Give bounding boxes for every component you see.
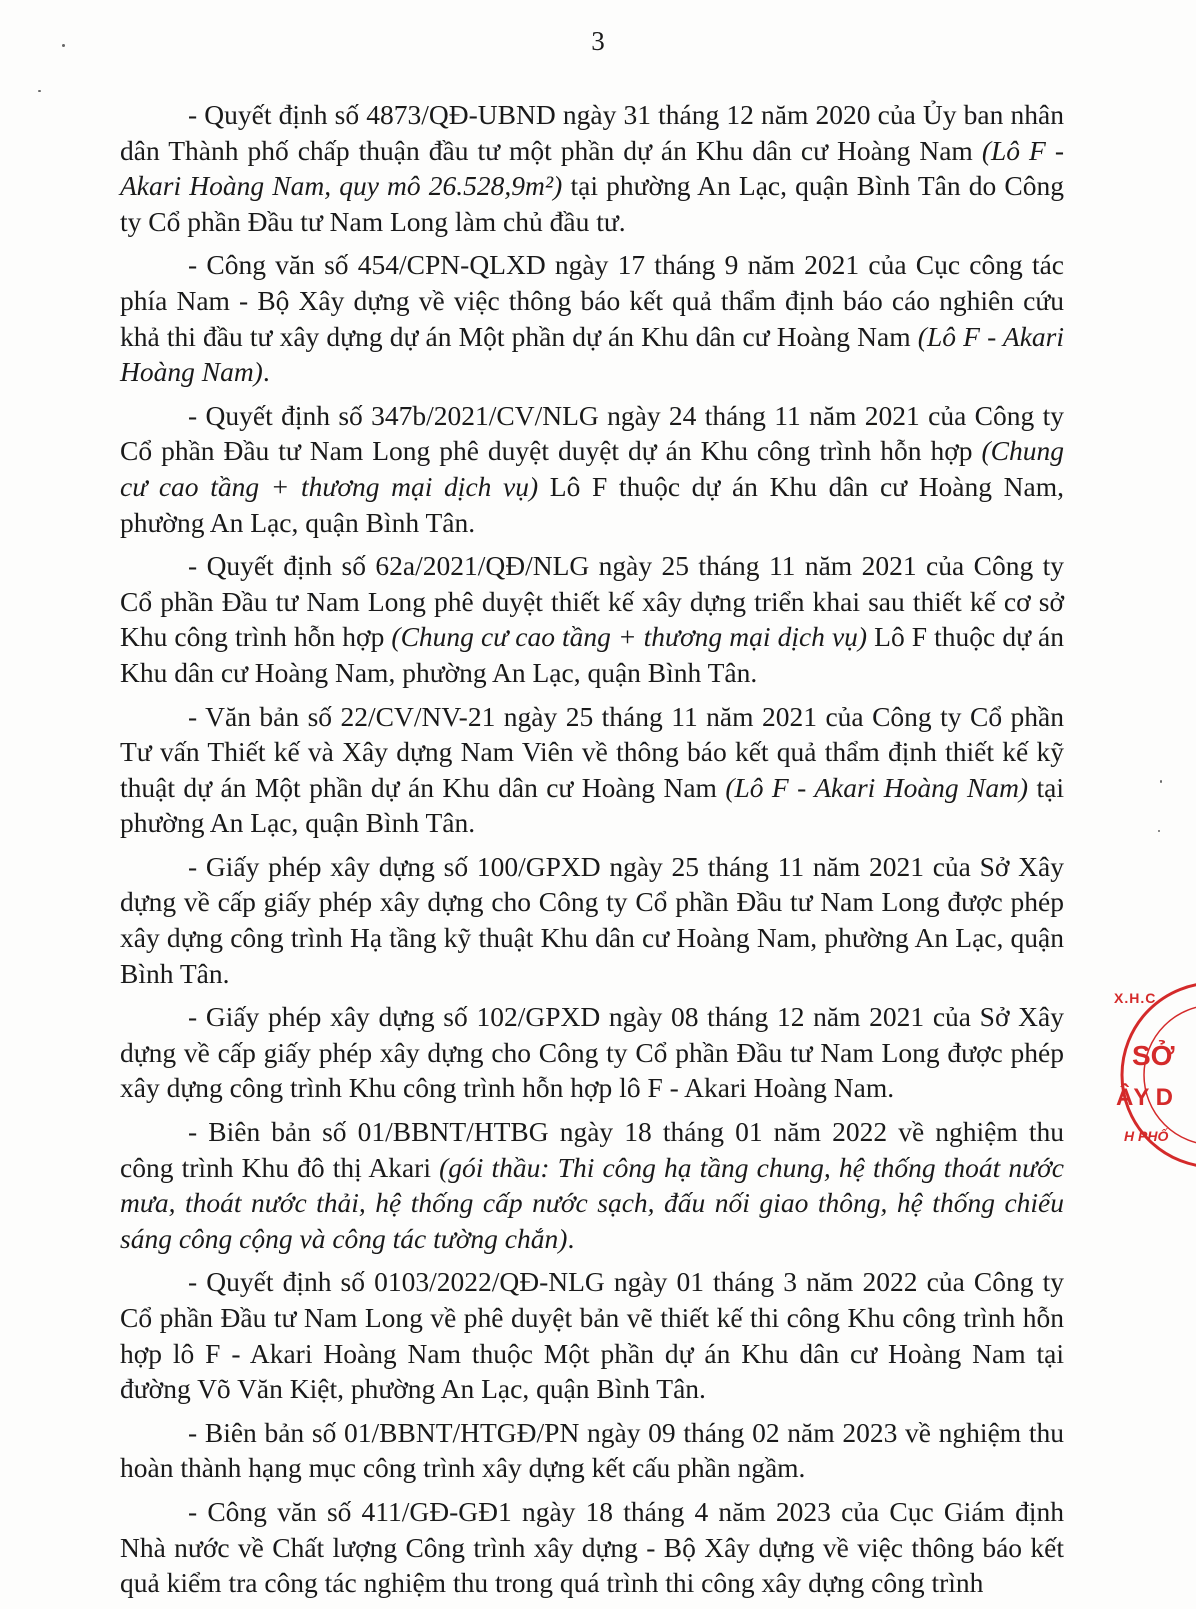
page-number: 3	[591, 26, 605, 56]
scan-speck	[62, 44, 65, 47]
paragraph: - Biên bản số 01/BBNT/HTBG ngày 18 tháng 01 năm 2022 về nghiệm thu công trình Khu đô thị Akari (gói thầu: Thi công hạ tầng chung, hệ thống thoát nước mưa, thoát nước thải, hệ thống cấp nước sạch, đấu nối giao thông, hệ thống chiếu sáng công cộng và công tác tường chắn).	[120, 1116, 1064, 1254]
paragraph: - Quyết định số 347b/2021/CV/NLG ngày 24 tháng 11 năm 2021 của Công ty Cổ phần Đầu tư Nam Long phê duyệt duyệt dự án Khu công trình hỗn hợp (Chung cư cao tầng + thương mại dịch vụ) Lô F thuộc dự án Khu dân cư Hoàng Nam, phường An Lạc, quận Bình Tân.	[120, 399, 1064, 538]
paragraph: - Giấy phép xây dựng số 102/GPXD ngày 08 tháng 12 năm 2021 của Sở Xây dựng về cấp giấy phép xây dựng cho Công ty Cổ phần Đầu tư Nam Long được phép xây dựng công trình Khu công trình hỗn hợp lô F - Akari Hoàng Nam.	[120, 1001, 1064, 1104]
document-body	[120, 97, 1064, 1609]
paragraph: - Văn bản số 22/CV/NV-21 ngày 25 tháng 11 năm 2021 của Công ty Cổ phần Tư vấn Thiết kế và Xây dựng Nam Viên về thông báo kết quả thẩm định thiết kế kỹ thuật dự án Một phần dự án Khu dân cư Hoàng Nam (Lô F - Akari Hoàng Nam) tại phường An Lạc, quận Bình Tân.	[120, 700, 1064, 839]
paragraph: - Công văn số 454/CPN-QLXD ngày 17 tháng 9 năm 2021 của Cục công tác phía Nam - Bộ Xây dựng về việc thông báo kết quả thẩm định báo cáo nghiên cứu khả thi đầu tư xây dựng dự án Một phần dự án Khu dân cư Hoàng Nam (Lô F - Akari Hoàng Nam).	[120, 249, 1064, 388]
paragraph: - Công văn số 411/GĐ-GĐ1 ngày 18 tháng 4 năm 2023 của Cục Giám định Nhà nước về Chất lượng Công trình xây dựng - Bộ Xây dựng về việc thông báo kết quả kiểm tra công tác nghiệm thu trong quá trình thi công xây dựng công trình	[120, 1495, 1064, 1599]
scan-speck	[1160, 780, 1162, 783]
paragraph: - Biên bản số 01/BBNT/HTGĐ/PN ngày 09 tháng 02 năm 2023 về nghiệm thu hoàn thành hạng mục công trình xây dựng kết cấu phần ngầm.	[120, 1416, 1064, 1484]
stamp-text-bottom: H PHỐ	[1124, 1128, 1169, 1144]
stamp-text-top: X.H.C.	[1114, 990, 1162, 1006]
official-stamp	[1102, 980, 1196, 1170]
paragraph: - Quyết định số 62a/2021/QĐ/NLG ngày 25 tháng 11 năm 2021 của Công ty Cổ phần Đầu tư Nam Long phê duyệt thiết kế xây dựng triển khai sau thiết kế cơ sở Khu công trình hỗn hợp (Chung cư cao tầng + thương mại dịch vụ) Lô F thuộc dự án Khu dân cư Hoàng Nam, phường An Lạc, quận Bình Tân.	[120, 550, 1065, 688]
stamp-text-sub: ÂY D	[1116, 1084, 1173, 1111]
stamp-text-main: SỞ	[1132, 1040, 1175, 1071]
paragraph: - Quyết định số 0103/2022/QĐ-NLG ngày 01 tháng 3 năm 2022 của Công ty Cổ phần Đầu tư Nam Long về phê duyệt bản vẽ thiết kế thi công Khu công trình hỗn hợp lô F - Akari Hoàng Nam thuộc Một phần dự án Khu dân cư Hoàng Nam tại đường Võ Văn Kiệt, phường An Lạc, quận Bình Tân.	[120, 1266, 1064, 1405]
scan-speck	[1158, 830, 1160, 832]
paragraph: - Giấy phép xây dựng số 100/GPXD ngày 25 tháng 11 năm 2021 của Sở Xây dựng về cấp giấy phép xây dựng cho Công ty Cổ phần Đầu tư Nam Long được phép xây dựng công trình Hạ tầng kỹ thuật Khu dân cư Hoàng Nam, phường An Lạc, quận Bình Tân.	[120, 850, 1064, 989]
scan-speck	[38, 90, 41, 92]
paragraph: - Quyết định số 4873/QĐ-UBND ngày 31 tháng 12 năm 2020 của Ủy ban nhân dân Thành phố chấp thuận đầu tư một phần dự án Khu dân cư Hoàng Nam (Lô F - Akari Hoàng Nam, quy mô 26.528,9m²) tại phường An Lạc, quận Bình Tân do Công ty Cổ phần Đầu tư Nam Long làm chủ đầu tư.	[120, 99, 1064, 237]
